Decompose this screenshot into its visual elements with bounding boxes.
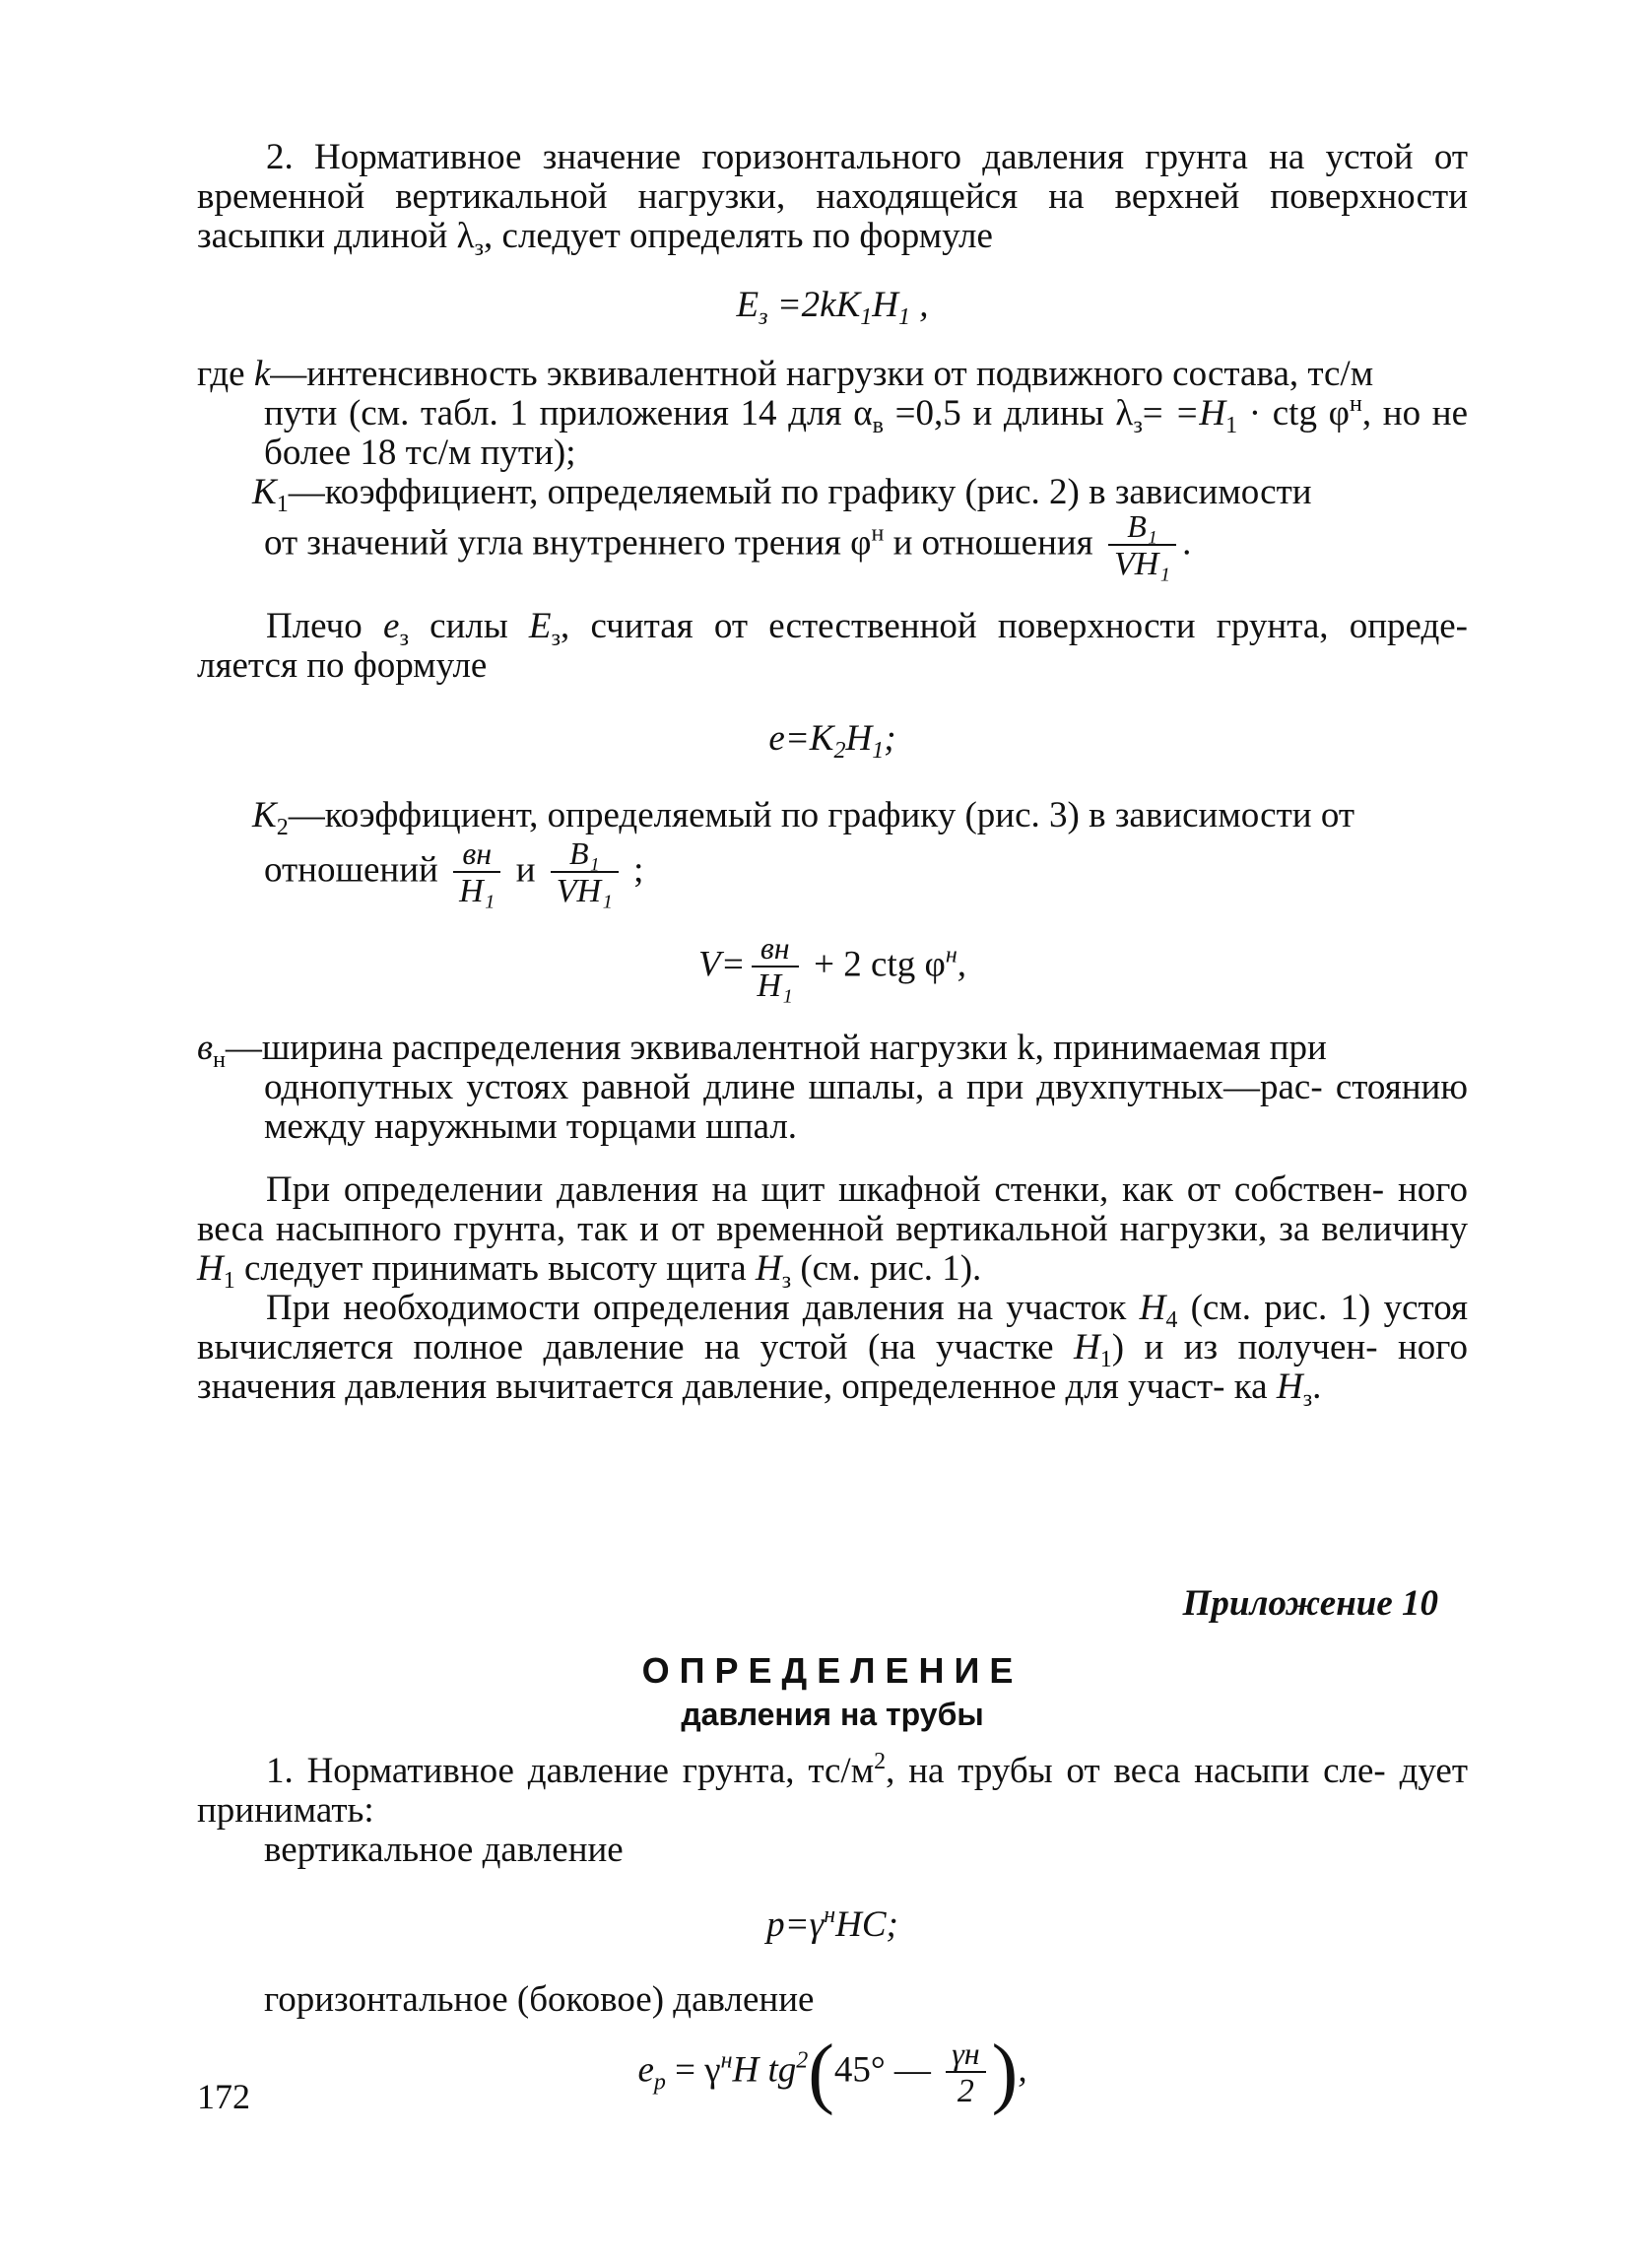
- text-line: При определении давления на щит шкафной стенки, как от собствен-: [266, 1169, 1385, 1210]
- fraction: [551, 835, 619, 910]
- text-line: Плечо: [266, 606, 384, 646]
- formula-e: [197, 718, 1468, 764]
- text-line: (см. рис. 1).: [791, 1248, 982, 1289]
- text-line: , но не более 18 тс/м пути);: [264, 393, 1469, 473]
- symbol: =H: [1174, 393, 1226, 434]
- text-line: от временной вертикальной нагрузки, находящейся на верхней поверхности: [197, 137, 1468, 217]
- text-line: · ctg φ: [1237, 393, 1351, 434]
- paragraph-2: [197, 607, 1468, 686]
- paragraph-6: горизонтальное (боковое) давление: [264, 1979, 815, 2020]
- symbol: H: [755, 1248, 782, 1289]
- text-line: от значений угла внутреннего трения φ: [264, 522, 872, 564]
- text-line: ;: [624, 849, 644, 891]
- symbol: H: [197, 1248, 224, 1289]
- text-line: 1. Нормативное давление грунта, тс/м: [266, 1751, 875, 1791]
- formula-part: ,: [1018, 2049, 1027, 2091]
- section-title: ОПРЕДЕЛЕНИЕ: [641, 1650, 1024, 1691]
- symbol: H: [1276, 1367, 1303, 1407]
- text-line: —интенсивность эквивалентной нагрузки от подвижного состава, тс/м: [270, 354, 1374, 394]
- formula-part: p=γ: [766, 1904, 825, 1945]
- fraction: [752, 930, 799, 1005]
- formula-v: [197, 930, 1468, 1005]
- paragraph-5: [197, 1749, 1469, 1831]
- definition-k-cont: [197, 391, 1469, 473]
- text-line: пути (см. табл. 1 приложения 14 для α: [264, 393, 873, 434]
- formula-part: 45° —: [833, 2049, 941, 2091]
- subscript: р: [653, 2069, 666, 2096]
- text-line: , следует определять по формуле: [484, 216, 993, 256]
- symbol: в: [197, 1028, 214, 1068]
- fraction: [946, 2035, 985, 2110]
- subscript: з: [474, 235, 485, 261]
- subscript: 1: [1225, 413, 1238, 438]
- where-word: где: [197, 354, 254, 394]
- fraction-numerator: B₁: [551, 835, 619, 873]
- fraction-numerator: B₁: [1108, 508, 1176, 546]
- formula-part: H: [872, 285, 899, 325]
- superscript: н: [871, 520, 885, 547]
- formula-e3: [197, 285, 1468, 330]
- subscript: 1: [223, 1268, 235, 1294]
- definition-vn-cont: [197, 1068, 1468, 1147]
- text-line: засыпки длиной λ: [197, 216, 475, 256]
- text-line: =0,5 и длины λ: [883, 393, 1134, 434]
- symbol: H: [1074, 1327, 1100, 1367]
- text-line: —коэффициент, определяемый по графику (рис. 2) в зависимости: [288, 472, 1312, 512]
- paragraph-3: [197, 1169, 1469, 1294]
- text-line: .: [1312, 1367, 1322, 1407]
- subscript: 2: [833, 738, 846, 764]
- definition-k2: [197, 795, 1468, 840]
- fraction-denominator: VH₁: [556, 873, 613, 909]
- fraction-denominator: H₁: [757, 967, 793, 1004]
- text-line: за величину: [1279, 1209, 1468, 1249]
- formula-part: V=: [697, 944, 746, 985]
- paragraph-4: [197, 1288, 1469, 1412]
- fraction: [453, 835, 500, 910]
- text-line: ного веса насыпного грунта, так и от временной вертикальной нагрузки,: [197, 1169, 1469, 1249]
- subscript: 1: [276, 492, 289, 517]
- definition-k2-cont: [197, 835, 1468, 910]
- formula-part: ;: [884, 718, 896, 759]
- fraction-numerator: γн: [946, 2035, 985, 2073]
- symbol: E: [528, 606, 552, 646]
- text-line: и: [506, 849, 545, 891]
- text-line: ) и из получен-: [1111, 1327, 1378, 1367]
- text-line: , на трубы от веса насыпи сле-: [886, 1751, 1386, 1791]
- formula-p: [197, 1902, 1468, 1945]
- text-line: следует принимать высоту щита: [234, 1248, 756, 1289]
- text-line: , считая от естественной поверхности грунта, опреде-: [561, 606, 1469, 646]
- definition-k1-cont: [197, 508, 1468, 583]
- text-line: —ширина распределения эквивалентной нагрузки k, принимаемая при: [225, 1028, 1327, 1068]
- symbol: H: [1139, 1288, 1166, 1328]
- formula-part: e=K: [768, 718, 834, 759]
- text-line: 2. Нормативное значение горизонтального давления грунта на устой: [266, 137, 1414, 177]
- subscript: 1: [860, 304, 873, 330]
- appendix-label: Приложение 10: [1182, 1583, 1438, 1624]
- formula-ep: [197, 2030, 1468, 2116]
- formula-part: = γ: [665, 2049, 721, 2091]
- fraction-denominator: H₁: [459, 873, 495, 909]
- subscript: в: [872, 413, 884, 438]
- formula-part: ,: [957, 944, 967, 985]
- formula-part: E: [736, 285, 759, 325]
- page-body: [197, 137, 1469, 2116]
- text-line: устоя вычисляется полное давление на устой (на участке: [197, 1288, 1469, 1367]
- superscript: н: [824, 1902, 836, 1928]
- subscript: з: [781, 1268, 792, 1294]
- subscript: з: [399, 626, 409, 651]
- superscript: 2: [874, 1749, 887, 1774]
- formula-part: ,: [910, 285, 929, 325]
- text-line: При необходимости определения давления на участок: [266, 1288, 1140, 1328]
- subscript: з: [759, 304, 768, 330]
- text-line: ного значения давления вычитается давление, определенное для участ-: [197, 1327, 1469, 1407]
- formula-part: H: [845, 718, 873, 759]
- fraction-numerator: вн: [752, 930, 799, 967]
- symbol: k: [253, 354, 271, 394]
- fraction-denominator: 2: [957, 2073, 974, 2109]
- superscript: 2: [796, 2047, 809, 2074]
- subscript: н: [213, 1047, 226, 1073]
- text-line: стоянию между наружными торцами шпал.: [264, 1067, 1468, 1147]
- symbol: e: [383, 606, 400, 646]
- fraction-denominator: VH₁: [1113, 546, 1171, 582]
- left-paren: (: [808, 2030, 834, 2116]
- subscript: 1: [1099, 1347, 1112, 1372]
- paragraph-5-line3: вертикальное давление: [264, 1830, 624, 1870]
- subscript: 4: [1165, 1307, 1178, 1333]
- subscript: 2: [276, 815, 289, 840]
- formula-part: H tg: [732, 2049, 797, 2091]
- subscript: 1: [872, 738, 885, 764]
- text-line: ка: [1233, 1367, 1277, 1407]
- subscript: з: [551, 626, 561, 651]
- superscript: н: [1350, 391, 1362, 417]
- subscript: 1: [898, 304, 911, 330]
- text-line: и отношения: [884, 522, 1102, 564]
- fraction-numerator: вн: [453, 835, 500, 873]
- symbol: K: [252, 472, 277, 512]
- paragraph-1: [197, 137, 1468, 261]
- symbol: K: [252, 795, 277, 835]
- text-line: однопутных устоях равной длине шпалы, а при двухпутных—рас-: [264, 1067, 1323, 1107]
- text-line: дует принимать:: [197, 1751, 1469, 1831]
- text-line: отношений: [264, 849, 448, 891]
- right-paren: ): [991, 2030, 1019, 2116]
- superscript: н: [945, 942, 958, 968]
- formula-part: e: [637, 2049, 654, 2091]
- text-line: ляется по формуле: [197, 645, 488, 686]
- definition-k1: [197, 472, 1468, 517]
- text-line: —коэффициент, определяемый по графику (рис. 3) в зависимости от: [288, 795, 1355, 835]
- fraction: [1108, 508, 1176, 583]
- text-line: =: [1142, 393, 1163, 434]
- subscript: з: [1302, 1386, 1313, 1412]
- text-line: .: [1182, 522, 1192, 564]
- page-number: 172: [197, 2077, 250, 2116]
- subscript: з: [1133, 413, 1143, 438]
- superscript: н: [720, 2047, 733, 2074]
- text-line: (см. рис. 1): [1177, 1288, 1371, 1328]
- section-subtitle: давления на трубы: [681, 1697, 984, 1732]
- definition-k: [197, 355, 1468, 394]
- formula-part: =2kK: [767, 285, 861, 325]
- formula-part: HC;: [835, 1904, 898, 1945]
- text-line: силы: [408, 606, 529, 646]
- definition-vn: [197, 1028, 1468, 1073]
- formula-part: + 2 ctg φ: [804, 944, 946, 985]
